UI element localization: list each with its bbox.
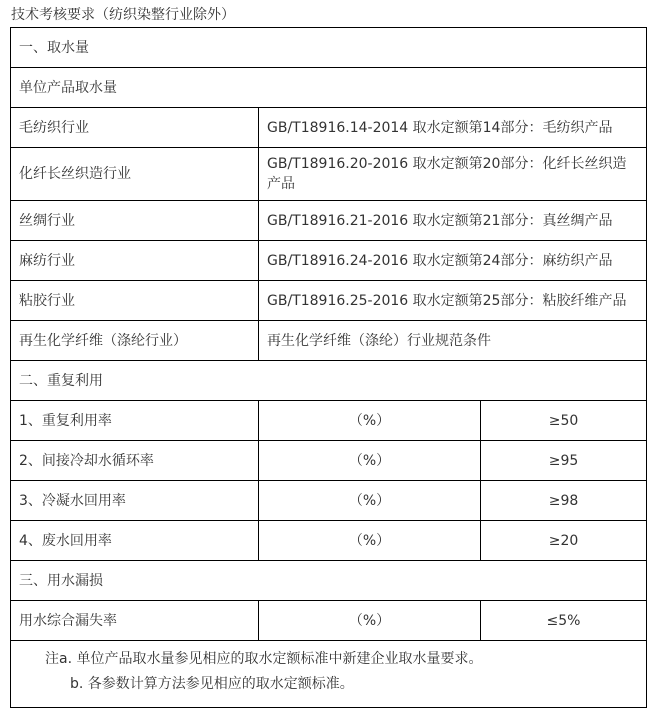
standard-cell: 再生化学纤维（涤纶）行业规范条件 — [259, 321, 647, 361]
industry-cell: 粘胶行业 — [11, 281, 259, 321]
value-cell: ≥98 — [481, 481, 647, 521]
standard-cell: GB/T18916.21-2016 取水定额第21部分：真丝绸产品 — [259, 201, 647, 241]
value-cell: ≥95 — [481, 441, 647, 481]
industry-cell: 毛纺织行业 — [11, 108, 259, 148]
subsection-label: 单位产品取水量 — [11, 68, 647, 108]
requirements-table — [10, 27, 647, 708]
industry-cell: 再生化学纤维（涤纶行业） — [11, 321, 259, 361]
section-label: 二、重复利用 — [11, 361, 647, 401]
standard-cell: GB/T18916.20-2016 取水定额第20部分：化纤长丝织造产品 — [259, 148, 647, 201]
industry-cell: 麻纺行业 — [11, 241, 259, 281]
table-row — [11, 601, 647, 641]
value-cell: ≥20 — [481, 521, 647, 561]
table-row — [11, 201, 647, 241]
unit-cell: （%） — [259, 481, 481, 521]
note-b: b. 各参数计算方法参见相应的取水定额标准。 — [70, 676, 354, 692]
table-row — [11, 281, 647, 321]
unit-cell: （%） — [259, 401, 481, 441]
standard-cell: GB/T18916.24-2016 取水定额第24部分：麻纺织产品 — [259, 241, 647, 281]
notes-cell — [11, 641, 647, 708]
metric-name-cell: 2、间接冷却水循环率 — [11, 441, 259, 481]
metric-name-cell: 4、废水回用率 — [11, 521, 259, 561]
table-row — [11, 401, 647, 441]
section-header-leakage — [11, 561, 647, 601]
unit-cell: （%） — [259, 601, 481, 641]
table-row — [11, 108, 647, 148]
value-cell: ≥50 — [481, 401, 647, 441]
subsection-header-per-unit — [11, 68, 647, 108]
industry-cell: 丝绸行业 — [11, 201, 259, 241]
table-row — [11, 441, 647, 481]
section-label: 一、取水量 — [11, 28, 647, 68]
page-title: 技术考核要求（纺织染整行业除外） — [11, 7, 235, 23]
table-row — [11, 321, 647, 361]
table-row — [11, 521, 647, 561]
metric-name-cell: 3、冷凝水回用率 — [11, 481, 259, 521]
industry-cell: 化纤长丝织造行业 — [11, 148, 259, 201]
unit-cell: （%） — [259, 521, 481, 561]
note-a: 注a. 单位产品取水量参见相应的取水定额标准中新建企业取水量要求。 — [45, 651, 483, 667]
value-cell: ≤5% — [481, 601, 647, 641]
table-row — [11, 148, 647, 201]
section-header-reuse — [11, 361, 647, 401]
standard-cell: GB/T18916.25-2016 取水定额第25部分：粘胶纤维产品 — [259, 281, 647, 321]
notes-row — [11, 641, 647, 708]
metric-name-cell: 用水综合漏失率 — [11, 601, 259, 641]
standard-cell: GB/T18916.14-2014 取水定额第14部分：毛纺织产品 — [259, 108, 647, 148]
section-label: 三、用水漏损 — [11, 561, 647, 601]
metric-name-cell: 1、重复利用率 — [11, 401, 259, 441]
table-row — [11, 241, 647, 281]
section-header-intake — [11, 28, 647, 68]
unit-cell: （%） — [259, 441, 481, 481]
table-row — [11, 481, 647, 521]
